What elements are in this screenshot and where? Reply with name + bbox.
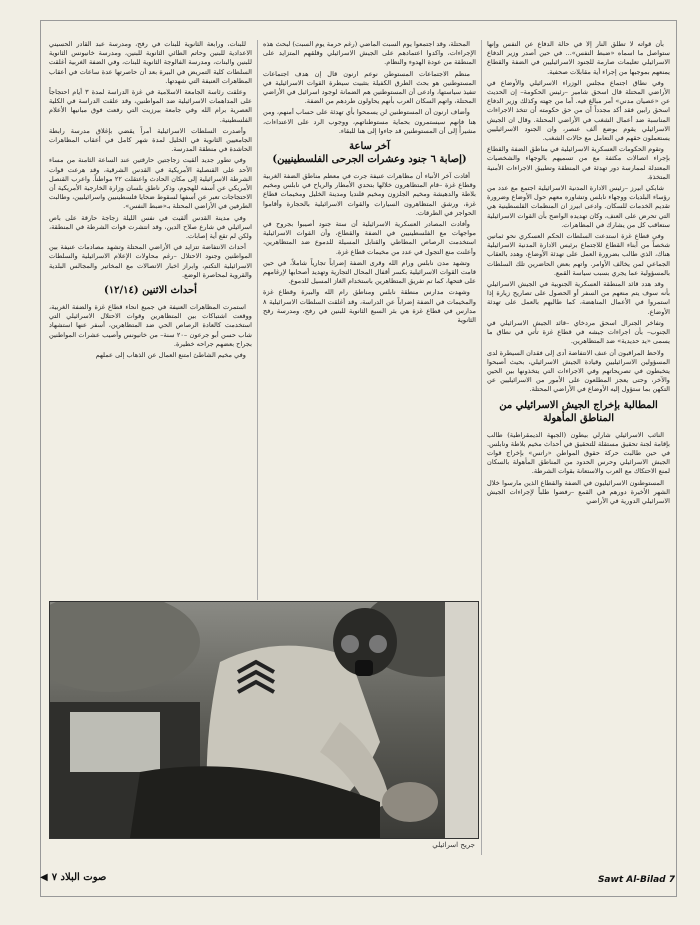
paragraph: النائب الاسرائيلي شارلي بيطون (الجبهة الديمقراطية) طالب بإقامة لجنة تحقيق مستقلة للتحقيق في أحداث مخيم بلاطة ونابلس. في حين طالبت حركة حقوق المواطن «راتس» بإخراج قوات الجيش الاسرائيلي وحرس الحدود من المناطق المأهولة بالسكان لمنع الاحتكاك مع العرب والاستعانة بقوات الشرطة. (487, 430, 670, 476)
column-divider (257, 40, 258, 600)
column-left (49, 40, 252, 600)
column-divider (481, 40, 482, 855)
photo-caption: جريح اسرائيلي (432, 841, 475, 849)
paragraph: وفي مخيم الشاطئ امتنع العمال عن الذهاب إلى عملهم (95, 351, 246, 360)
paragraph: للبنات، ورابعة الثانوية للبنات في رفح، ومدرسة عبد القادر الحسيني الاعدادية للبنين وحاتم الطائي الثانوية للبنين، ومدرسة خانيونس الثانوية للبنين والبنات، ومدرسة الفالوجة الثانوية للبنات، وفي الضفة الغربية أغلقت السلطات كلية التمريض في البيرة بعد أن حاصرتها عدة ساعات في أعقاب المظاهرات العنيفة التي شهدتها. (49, 40, 252, 85)
paragraph: وتفاخر الجنرال اسحق مردخاي –قائد الجيش الاسرائيلي في الجنوب– بأن اجراءات جيشه في قطاع غزة تأتي في نطاق ما يسمى «يد حديدية» ضد المتظاهرين. (487, 318, 670, 346)
paragraph: استمرت المظاهرات العنيفة في جميع انحاء قطاع غزة والضفة الغربية، ووقعت اشتباكات بين المتظاهرين وقوات الاحتلال الاسرائيلي التي استخدمت كالعادة الرصاص الحي ضد المتظاهرين، أسفر عنها استشهاد شاب حسن أبو جرعون –٢٠ سنة– من خانيونس وأصيب عشرات المواطنين بجراح بعضهم جراحه خطيرة. (49, 303, 252, 348)
triangle-arrow-icon: ◀ (40, 872, 48, 883)
footer-left-text: صوت البلاد ٧ (51, 872, 107, 883)
section-subheading: (إصابة ٦ جنود وعشرات الجرحى الفلسطينيين) (272, 154, 467, 166)
paragraph: وتشهد مدن نابلس ورام الله وقرى الضفة إضراباً تجارياً شاملاً، في حين قامت القوات الاسرائيلية بكسر أقفال المحال التجارية وتهديد أصحابها لإرغامهم على فتحها، كما تم تفريق المتظاهرين باستخدام الغاز المسيل للدموع. (263, 258, 476, 286)
paragraph: وفي تطور جديد ألقيت زجاجتين حارقتين عند الساعة الثامنة من مساء الأحد على القنصلية الأمريكية في القدس الشرقية، وقد هرعت قوات الشرطة الاسرائيلية إلى مكان الحادث واعتقلت ٢٢ مواطناً. واعرب القنصل الأمريكي عن أسفه للهجوم، وذكر ناطق بلسان وزارة الخارجية الأمريكية أن الاحتجاجات تعبر عن أسفها لسقوط ضحايا فلسطينيين واسرائيليين، وطالبت الطرفين في الأراضي المحتلة بـ«ضبط النفس». (49, 156, 252, 211)
section-heading: المطالبة بإخراج الجيش الاسرائيلي من المناطق المأهولة (499, 399, 658, 424)
paragraph: وفي مدينة القدس ألقيت في نفس الليلة زجاجة حارقة على باص اسرائيلي في شارع صلاح الدين، وقد انتشرت قوات الشرطة في المنطقة، ولكن لم تقع أية إصابات. (49, 213, 252, 241)
photo-soldier-wounded (50, 602, 478, 838)
paragraph: وأضاف ارنون أن المستوطنين لن يسمحوا بأي تهدئة على حساب أمنهم، ومن هنا فإنهم سيستمرون بحماية مستوطناتهم، ووجوب الرد على الاعتداءات، مشيراً إلى أن المستوطنين قد جاءوا إلى هنا للبقاء. (263, 108, 476, 135)
section-heading: أحداث الاثنين (١٢/١٤) (104, 285, 197, 297)
footer-page-label-arabic (40, 872, 106, 883)
paragraph: منظم الاجتماعات المستوطن نوعم ارنون قال إن هدف اجتماعات المستوطنين هو بحث الطرق الكفيلة بتثبيت سيطرة القوات الاسرائيلية في تنفيذ سياستها، وادعى أن المستوطنين هم الضمانة لوجود اسرائيل في الأراضي المحتلة، واتهم السكان العرب بأنهم يحاولون طردهم من الضفة. (263, 69, 476, 106)
paragraph: وتقوم الحكومات العسكرية الاسرائيلية في مناطق الضفة والقطاع بإجراء اتصالات مكثفة مع من تسميهم بالوجهاء والشخصيات المعتدلة لممارسة دور تهدئة في المنطقة وتطبيق الاجراءات الأمنية المتخذة. (487, 145, 670, 181)
paragraph: وأصدرت السلطات الاسرائيلية أمراً يقضي بإغلاق مدرسة رابطة الجامعيين الثانوية في الخليل لمدة شهر كامل في أعقاب المظاهرات الحاشدة في منطقة المدرسة. (49, 126, 252, 154)
paragraph: المحتلة، وقد اجتمعوا يوم السبت الماضي (رغم حرمة يوم السبت) لبحث هذه الإجراءات، واكدوا اعتمادهم على الجيش الاسرائيلي وقلقهم المتزايد على المنطقة من عودة الهدوء والنظام. (263, 40, 476, 67)
column-right (487, 40, 670, 855)
paragraph: أفادت آخر الأنباء أن مظاهرات عنيفة جرت في معظم مناطق الضفة الغربية وقطاع غزة –قام المتظاهرون خلالها بتحدي الأمطار والرياح في نابلس ومخيم بلاطة والدهيشة ومخيم الجلزون ومخيم قلنديا ومدينة الخليل ومخيمات قطاع غزة، ورشق المتظاهرون السيارات والقوات الاسرائيلية بالحجارة وأقاموا الحواجز في الطرقات. (263, 172, 476, 217)
paragraph: وعلقت رئاسة الجامعة الاسلامية في غزة الدراسة لمدة ٣ أيام احتجاجاً على المداهمات الاسرائيلية ضد المواطنين، وقد علقت الدراسة في الكلية العصرية برام الله وفي جامعة بيرزيت التي رفعت فوق مبانيها الأعلام الفلسطينية. (49, 88, 252, 124)
paragraph: شابكي ابيرز –رئيس الادارة المدنية الاسرائيلية اجتمع مع عدد من رؤساء البلديات ووجهاء نابلس وتشاوره معهم حول الأوضاع وضرورة تقديم الخدمات للسكان. وادعى ابيرز ان المنظمات الفلسطينية هي التي تحرض على العنف، وكان تهديده الواضح بأن القوات الاسرائيلية ستعاقب كل من يشارك في المظاهرات. (487, 184, 670, 229)
paragraph: ولاحظ المراقبون أن عنف الانتفاضة أدى إلى فقدان السيطرة لدى المسؤولين الاسرائيليين وقيادة الجيش الاسرائيلي، بحيث أصبحوا يتخبطون في تصريحاتهم وفي الاجراءات التي يتخذونها بين الحين والآخر، وحتى يعجز المطلعون على الأمور من الاسرائيليين عن التكهن بما ستؤول إليه الأوضاع في الأراضي المحتلة. (487, 348, 670, 394)
paragraph: المستوطنون الاسرائيليون في الضفة والقطاع الذين مارسوا خلال الشهر الأخيرة دورهم في القمع –رفضوا طلباً لإجراءات الجيش الاسرائيلي الدورية في الأراضي (487, 478, 670, 505)
paragraph: وأفادت المصادر العسكرية الاسرائيلية أن ستة جنود أصيبوا بجروح في مواجهات مع الفلسطينيين في الضفة والقطاع، وأن القوات الاسرائيلية استخدمت الرصاص المطاطي والقنابل المسيلة للدموع ضد المتظاهرين، وأعلنت منع التجول في عدد من مخيمات قطاع غزة. (263, 220, 476, 256)
news-photo (49, 601, 479, 839)
paragraph: وشهدت مدارس منطقة نابلس ومناطق رام الله والبيرة وقطاع غزة والمخيمات في الضفة إضراباً عن الدراسة، وقد أغلقت السلطات الاسرائيلية ٨ مدارس في قطاع غزة هي بئر السبع الثانوية للبنين في رفح، ومدرسة رفح الثانوية (263, 288, 476, 325)
paragraph: وقد هدد قائد المنطقة العسكرية الجنوبية في الجيش الاسرائيلي بأنه سوف يتم منعهم من السفر أو الحصول على تصاريح زيارة إذا استمروا في الأعمال المناهضة، كما طالبهم بالعمل على تهدئة الأوضاع. (487, 280, 670, 316)
section-heading: آخر ساعة (349, 141, 390, 153)
paragraph: وفي نطاق اجتماع مجلس الوزراء الاسرائيلي والأوضاع في الأراضي المحتلة قال اسحق شامير –رئيس الحكومة– إن الحديث عن «عصيان مدني» أمر مبالغ فيه. أما من جهته وكذلك وزير الدفاع اسحق رابين فقد أكد مجدداً أن من حق حكومته أن تتخذ الاجراءات المناسبة ضد أعمال الشغب في الأراضي المحتلة. وقال ان الجيش الاسرائيلي يقوم بوضع ألف عنصر، وان الجنود الاسرائيليين يستعملون حقهم في التعامل مع حالات الشغب. (487, 78, 670, 143)
footer-page-label-english: Sawt Al-Bilad 7 (597, 875, 675, 885)
paragraph: وفي قطاع غزة استدعت السلطات الحكم العسكري نحو ثمانين شخصاً من أبناء القطاع للاجتماع برئيس الادارة المدنية الاسرائيلية هناك، الذي طالب بضرورة العمل على تهدئة الأوضاع، وهدد بالعقاب الجماعي لمن يخالف الأوامر. واتهم بعض الحاضرين تلك السلطات بالمسؤولية عما يجري بسبب سياسة القمع. (487, 232, 670, 277)
paragraph: أحداث الانتفاضة تتزايد في الأراضي المحتلة وتشهد مصادمات عنيفة بين المواطنين وجنود الاحتلال –رغم محاولات الإعلام الاسرائيلية والسلطات الاسرائيلية التكتم، وابراز اخبار الاتصالات مع المخاتير والمجالس البلدية والقروية لمحاصرة الوضع. (49, 243, 252, 279)
column-middle (263, 40, 476, 600)
paragraph: بأن قواته لا تطلق النار إلا في حالة الدفاع عن النفس وإنها ستواصل ما اسماه «ضبط النفس»... في حين أصدر وزير الدفاع الاسرائيلي تعليمات صارمة للجنود الاسرائيليين في الضفة والقطاع يمنعهم بموجبها من إجراء أية مقابلات صحفية. (487, 40, 670, 76)
